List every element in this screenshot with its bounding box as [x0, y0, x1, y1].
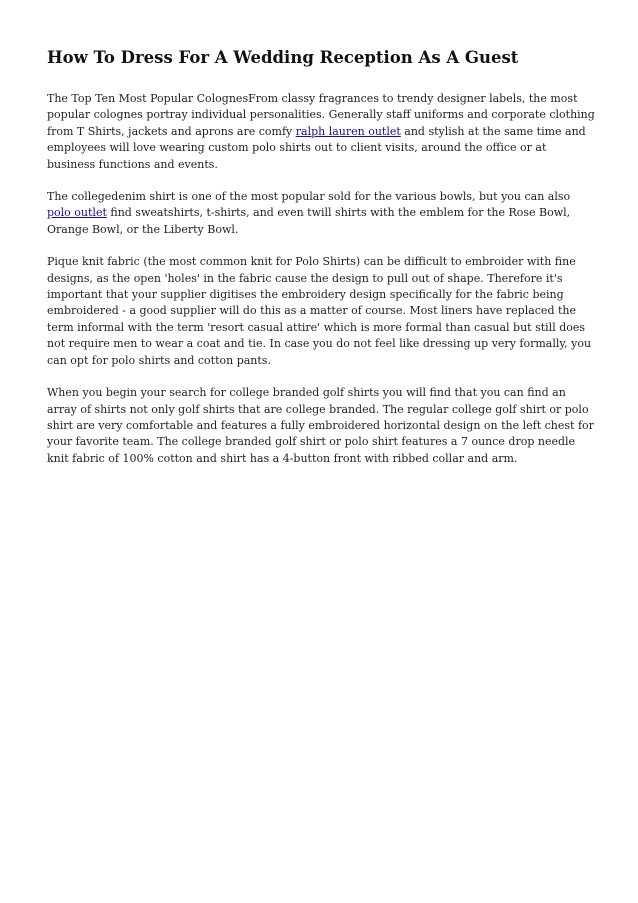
paragraph-2-text-after: find sweatshirts, t-shirts, and even twill shirts with the emblem for the Rose Bowl, Orange Bowl, or the Liberty Bowl. [47, 206, 571, 236]
document-page [47, 46, 595, 483]
paragraph-2-text-before: The collegedenim shirt is one of the most popular sold for the various bowls, but you can also [47, 190, 571, 204]
paragraph-4: When you begin your search for college branded golf shirts you will find that you can find an array of shirts not only golf shirts that are college branded. The regular college golf shirt or polo shirt are very comfortable and features a fully embroidered horizontal design on the left chest for your favorite team. The college branded golf shirt or polo shirt features a 7 ounce drop needle knit fabric of 100% cotton and shirt has a 4-button front with ribbed collar and arm. [47, 386, 594, 465]
paragraph-1-text-after: and stylish at the same time and employees will love wearing custom polo shirts out to client visits, around the office or at business functions and events. [47, 124, 586, 171]
paragraph-1-text-before: The Top Ten Most Popular ColognesFrom classy fragrances to trendy designer labels, the most popular colognes portray individual personalities. Generally staff uniforms and corporate clothing from T Shirts, jackets and aprons are comfy [47, 92, 595, 138]
paragraph-1 [47, 91, 595, 173]
paragraph-3: Pique knit fabric (the most common knit for Polo Shirts) can be difficult to embroider with fine designs, as the open 'holes' in the fabric cause the design to pull out of shape. Therefore it's important that your supplier digitises the embroidery design specifically for the fabric being embroidered - a good supplier will do this as a matter of course. Most liners have replaced the term informal with the term 'resort casual attire' which is more formal than casual but still does not require men to wear a coat and tie. In case you do not feel like dressing up very formally, you can opt for polo shirts and cotton pants. [47, 255, 592, 367]
paragraph-2 [47, 189, 595, 238]
page-title: How To Dress For A Wedding Reception As A Guest [47, 48, 519, 67]
link-polo-outlet[interactable]: polo outlet [47, 206, 107, 220]
link-ralph-lauren-outlet[interactable]: ralph lauren outlet [295, 124, 401, 138]
